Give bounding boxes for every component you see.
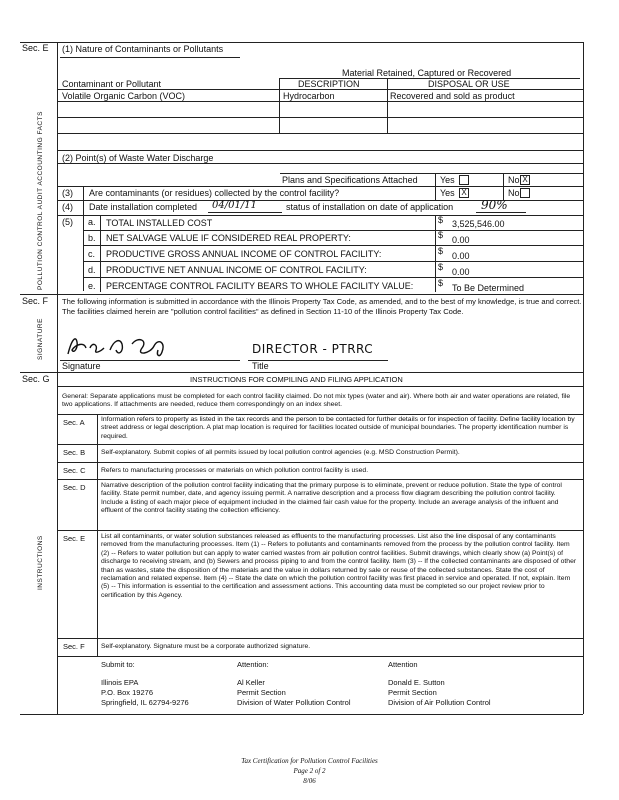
q3-no-label: No (508, 188, 520, 198)
item-value[interactable]: 3,525,546.00 (452, 219, 505, 229)
item-letter: d. (88, 265, 96, 275)
address-line: Illinois EPA (101, 678, 139, 687)
q3-number: (3) (62, 188, 73, 198)
footer-line-2: Page 2 of 2 (293, 767, 326, 775)
q4-text-b: status of installation on date of application (286, 202, 454, 212)
general-instructions: General: Separate applications must be completed for each control facility claimed. Do not mix types (water and air). Where both air and water operations are related, file two applications. If attachments are needed, reduce them correspondingly on an index sheet. (62, 393, 571, 409)
signature-image (62, 330, 192, 360)
row-text: Self-explanatory. Signature must be a corporate authorized signature. (101, 643, 311, 650)
col-description: DESCRIPTION (298, 79, 360, 89)
dollar-sign: $ (438, 246, 444, 256)
title-value[interactable]: DIRECTOR - PTRRC (252, 342, 374, 356)
plans-label: Plans and Specifications Attached (282, 175, 418, 185)
plans-yes-label: Yes (440, 175, 455, 185)
plans-yes-checkbox[interactable] (459, 175, 469, 185)
material-header: Material Retained, Captured or Recovered (342, 68, 512, 78)
q4-date[interactable]: 04/01/11 (212, 200, 257, 211)
row-text: Refers to manufacturing processes or materials on which pollution control facility is used. (101, 467, 369, 474)
address-line: Permit Section (388, 688, 437, 697)
dollar-sign: $ (438, 215, 444, 225)
item-value[interactable]: 0.00 (452, 235, 470, 245)
row1-description: Hydrocarbon (283, 91, 335, 101)
item-value[interactable]: 0.00 (452, 267, 470, 277)
dollar-sign: $ (438, 230, 444, 240)
submit-to-label: Submit to: (101, 660, 135, 669)
item-value[interactable]: To Be Determined (452, 283, 525, 293)
attention-label-1: Attention: (237, 660, 269, 669)
plans-no-label: No (508, 175, 520, 185)
address-line: P.O. Box 19276 (101, 688, 153, 697)
item-letter: a. (88, 217, 96, 227)
footer-line-1: Tax Certification for Pollution Control Facilities (241, 757, 378, 765)
item-label: PRODUCTIVE NET ANNUAL INCOME OF CONTROL FACILITY: (106, 265, 367, 275)
item-label: TOTAL INSTALLED COST (106, 218, 213, 228)
row-text: List all contaminants, or water solution substances released as effluents to the manufacturing processes. List also the line disposal of any contaminants removed from the manufacturing processes. Item (1) -- Refers to pollutants and contaminants removed from the process by the pollution control facility. Item (2) -- Refers to water pollution but can apply to water carried wastes from air pollution control facilities. Submit drawings, which clearly show (a) Point(s) of discharge to receiving stream, and (b) Sewers and process piping to and from the control facility. Item (3) -- If the collected contaminants are disposed of other than as wastes, state the disposition of the materials and the value in dollars returned by sale or reuse of the collected substances. State the cost of reclamation and related expense. Item (4) -- State the date on which the pollution control facility was first placed in service and operated. If not, explain. Item (5) -- This information is essential to the certification and assessment actions. This accounting data must be completed so our project review prior to certification by this Agency. (101, 533, 577, 599)
signature-label: Signature (62, 361, 101, 371)
q4-text-a: Date installation completed (89, 202, 198, 212)
sec-g-heading: INSTRUCTIONS FOR COMPILING AND FILING APPLICATION (190, 375, 403, 384)
row-sec: Sec. C (63, 466, 86, 475)
col-disposal: DISPOSAL OR USE (428, 79, 510, 89)
row-sec: Sec. E (63, 534, 86, 543)
q3-yes-label: Yes (440, 188, 455, 198)
q3-text: Are contaminants (or residues) collected by the control facility? (89, 188, 340, 198)
q4-number: (4) (62, 202, 73, 212)
q3-no-checkbox[interactable] (520, 188, 530, 198)
row-text: Information refers to property as listed in the tax records and the person to be contacted for further details or for inspection of facility. Define facility location by street address or legal description. A plat map location is required for facilities located outside of municipal boundaries. The property identification number is required. (101, 416, 575, 440)
sec-f-side-label: SIGNATURE (37, 318, 44, 360)
address-line: Al Keller (237, 678, 265, 687)
address-line: Donald E. Sutton (388, 678, 445, 687)
item-label: PRODUCTIVE GROSS ANNUAL INCOME OF CONTROL FACILITY: (106, 249, 382, 259)
sec-f-label: Sec. F (22, 296, 49, 306)
row-text: Self-explanatory. Submit copies of all permits issued by local pollution control agencies (e.g. MSD Construction Permit). (101, 449, 460, 456)
address-line: Division of Water Pollution Control (237, 698, 351, 707)
row-text: Narrative description of the pollution control facility indicating that the primary purpose is to eliminate, prevent or reduce pollution. State the type of control facility. State permit number, date, and agency issuing permit. A narrative description and a process flow diagram describing the pollution control facility. Include a listing of each major piece of equipment included in the claimed fair cash value for the property. Include an average analysis of the influent and effluent of the control facility stating the collection efficiency. (101, 482, 562, 515)
item-letter: e. (88, 281, 96, 291)
item-value[interactable]: 0.00 (452, 251, 470, 261)
row1-contaminant: Volatile Organic Carbon (VOC) (62, 91, 186, 101)
plans-no-checkbox[interactable]: X (520, 175, 530, 185)
sec-e-heading: (1) Nature of Contaminants or Pollutants (62, 44, 224, 54)
q5-number: (5) (62, 217, 73, 227)
item-label: PERCENTAGE CONTROL FACILITY BEARS TO WHOLE FACILITY VALUE: (106, 281, 414, 291)
address-line: Springfield, IL 62794-9276 (101, 698, 189, 707)
sec-e-label: Sec. E (22, 43, 49, 53)
title-label: Title (252, 361, 269, 371)
sec-f-statement: The following information is submitted in accordance with the Illinois Property Tax Code, as amended, and to the best of my knowledge, is true and correct. The facilities claimed herein are "pollution control facilities" as defined in Section 11-10 of the Illinois Property Tax Code. (62, 297, 582, 316)
row-sec: Sec. F (63, 642, 85, 651)
sec-g-label: Sec. G (22, 374, 50, 384)
q4-status[interactable]: 90% (481, 198, 508, 212)
address-line: Division of Air Pollution Control (388, 698, 491, 707)
dollar-sign: $ (438, 262, 444, 272)
sec-g-side-label: INSTRUCTIONS (37, 535, 44, 590)
row-sec: Sec. B (63, 448, 86, 457)
item-label: NET SALVAGE VALUE IF CONSIDERED REAL PROPERTY: (106, 233, 351, 243)
col-contaminant: Contaminant or Pollutant (62, 79, 162, 89)
q3-yes-checkbox[interactable]: X (459, 188, 469, 198)
item-letter: b. (88, 233, 96, 243)
footer-line-3: 8/06 (303, 777, 316, 785)
attention-label-2: Attention (388, 660, 418, 669)
row-sec: Sec. D (63, 483, 86, 492)
address-line: Permit Section (237, 688, 286, 697)
item-letter: c. (88, 249, 96, 259)
point-heading: (2) Point(s) of Waste Water Discharge (62, 153, 214, 163)
row1-disposal: Recovered and sold as product (390, 91, 515, 101)
row-sec: Sec. A (63, 418, 85, 427)
dollar-sign: $ (438, 278, 444, 288)
sec-e-side-label: POLLUTION CONTROL AUDIT ACCOUNTING FACTS (37, 111, 44, 290)
